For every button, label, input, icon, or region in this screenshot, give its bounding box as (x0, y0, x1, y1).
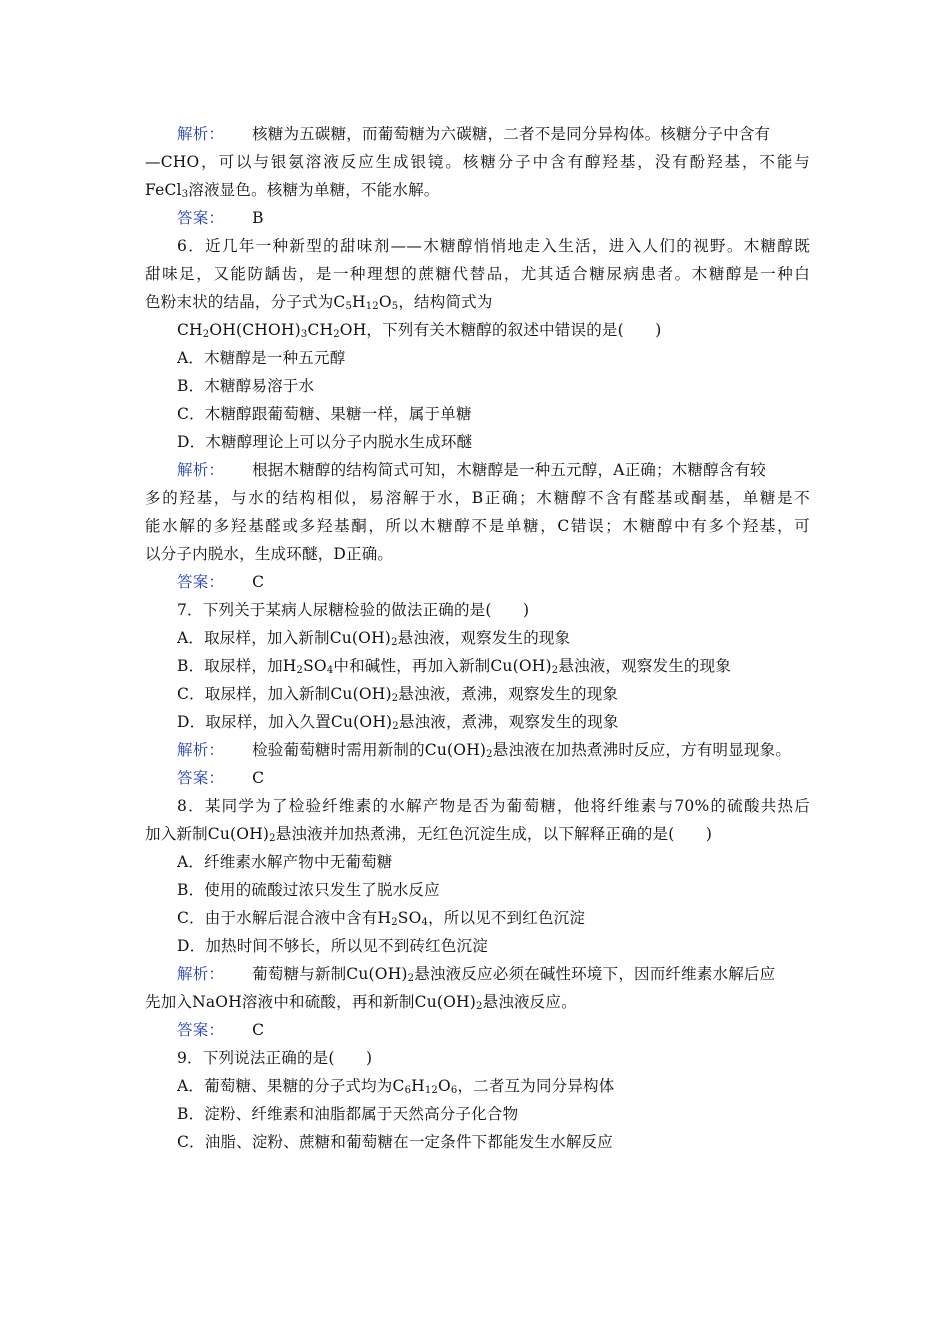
q5-analysis-line-3: FeCl$_3$溶液显色。核糖为单糖，不能水解。 (145, 181, 440, 200)
answer-label: 答案： (177, 1021, 225, 1039)
answer-value: C (252, 573, 265, 591)
q6-stem-line-1: 6．近几年一种新型的甜味剂——木糖醇悄悄地走入生活，进入人们的视野。木糖醇既 (177, 237, 810, 255)
q5-analysis-line-1: 解析： 核糖为五碳糖，而葡萄糖为六碳糖，二者不是同分异构体。核糖分子中含有 (177, 125, 771, 143)
q8-option-b: B．使用的硫酸过浓只发生了脱水反应 (177, 881, 440, 899)
answer-value: B (252, 209, 264, 227)
q6-stem-line-4: $CH_2OH(CHOH)_3CH_2OH$，下列有关木糖醇的叙述中错误的是( ) (177, 321, 662, 340)
q6-analysis-line-4: 以分子内脱水，生成环醚，D正确。 (145, 545, 394, 563)
analysis-label: 解析： (177, 741, 225, 759)
q6-analysis-line-3: 能水解的多羟基醛或多羟基酮，所以木糖醇不是单糖，C错误；木糖醇中有多个羟基，可 (145, 517, 810, 535)
q9-option-a: A．葡萄糖、果糖的分子式均为$C_6H_{12}O_6$，二者互为同分异构体 (177, 1077, 615, 1096)
q6-stem-line-3: 色粉末状的结晶，分子式为$C_5H_{12}O_5$，结构简式为 (145, 293, 493, 312)
q8-answer (177, 1020, 842, 1040)
answer-label: 答案： (177, 209, 225, 227)
q7-stem: 7．下列关于某病人尿糖检验的做法正确的是( ) (177, 601, 530, 619)
q6-option-d: D．木糖醇理论上可以分子内脱水生成环醚 (177, 433, 473, 451)
q8-stem-line-1: 8．某同学为了检验纤维素的水解产物是否为葡萄糖，他将纤维素与70%的硫酸共热后 (177, 797, 810, 815)
q6-option-b: B．木糖醇易溶于水 (177, 377, 315, 395)
q8-option-a: A．纤维素水解产物中无葡萄糖 (177, 853, 393, 871)
q9-option-b: B．淀粉、纤维素和油脂都属于天然高分子化合物 (177, 1105, 519, 1123)
q9-option-c: C．油脂、淀粉、蔗糖和葡萄糖在一定条件下都能发生水解反应 (177, 1133, 613, 1151)
q6-stem-line-2: 甜味足，又能防龋齿，是一种理想的蔗糖代替品，尤其适合糖尿病患者。木糖醇是一种白 (145, 265, 810, 283)
answer-value: C (252, 1021, 265, 1039)
q6-analysis-line-2: 多的羟基，与水的结构相似，易溶解于水，B正确；木糖醇不含有醛基或酮基，单糖是不 (145, 489, 810, 507)
q5-analysis-line-2: —CHO，可以与银氨溶液反应生成银镜。核糖分子中含有醇羟基，没有酚羟基，不能与 (145, 153, 810, 171)
q7-option-a: A．取尿样，加入新制$Cu(OH)_2$悬浊液，观察发生的现象 (177, 629, 571, 648)
q7-analysis: 解析： 检验葡萄糖时需用新制的$Cu(OH)_2$悬浊液在加热煮沸时反应，方有明显现象。 (177, 741, 792, 760)
analysis-label: 解析： (177, 461, 225, 479)
q7-answer (177, 768, 842, 788)
q8-analysis-line-2: 先加入NaOH溶液中和硫酸，再和新制$Cu(OH)_2$悬浊液反应。 (145, 993, 577, 1012)
q9-stem: 9．下列说法正确的是( ) (177, 1049, 373, 1067)
q8-option-c: C．由于水解后混合液中含有$H_2SO_4$，所以见不到红色沉淀 (177, 909, 586, 928)
q6-answer (177, 572, 842, 592)
q6-option-c: C．木糖醇跟葡萄糖、果糖一样，属于单糖 (177, 405, 472, 423)
q7-option-b: B．取尿样，加$H_2SO_4$中和碱性，再加入新制$Cu(OH)_2$悬浊液，观察发生的现象 (177, 657, 732, 676)
q8-stem-line-2: 加入新制$Cu(OH)_2$悬浊液并加热煮沸，无红色沉淀生成，以下解释正确的是( ) (145, 825, 713, 844)
q7-option-d: D．取尿样，加入久置$Cu(OH)_2$悬浊液，煮沸，观察发生的现象 (177, 713, 619, 732)
q6-analysis-line-1: 解析： 根据木糖醇的结构简式可知，木糖醇是一种五元醇，A正确；木糖醇含有较 (177, 461, 766, 479)
answer-value: C (252, 769, 265, 787)
answer-label: 答案： (177, 573, 225, 591)
answer-label: 答案： (177, 769, 225, 787)
q8-option-d: D．加热时间不够长，所以见不到砖红色沉淀 (177, 937, 488, 955)
analysis-label: 解析： (177, 125, 225, 143)
q7-option-c: C．取尿样，加入新制$Cu(OH)_2$悬浊液，煮沸，观察发生的现象 (177, 685, 619, 704)
q8-analysis-line-1: 解析： 葡萄糖与新制$Cu(OH)_2$悬浊液反应必须在碱性环境下，因而纤维素水解后应 (177, 965, 776, 984)
q6-option-a: A．木糖醇是一种五元醇 (177, 349, 346, 367)
q5-answer (177, 208, 842, 228)
analysis-label: 解析： (177, 965, 225, 983)
